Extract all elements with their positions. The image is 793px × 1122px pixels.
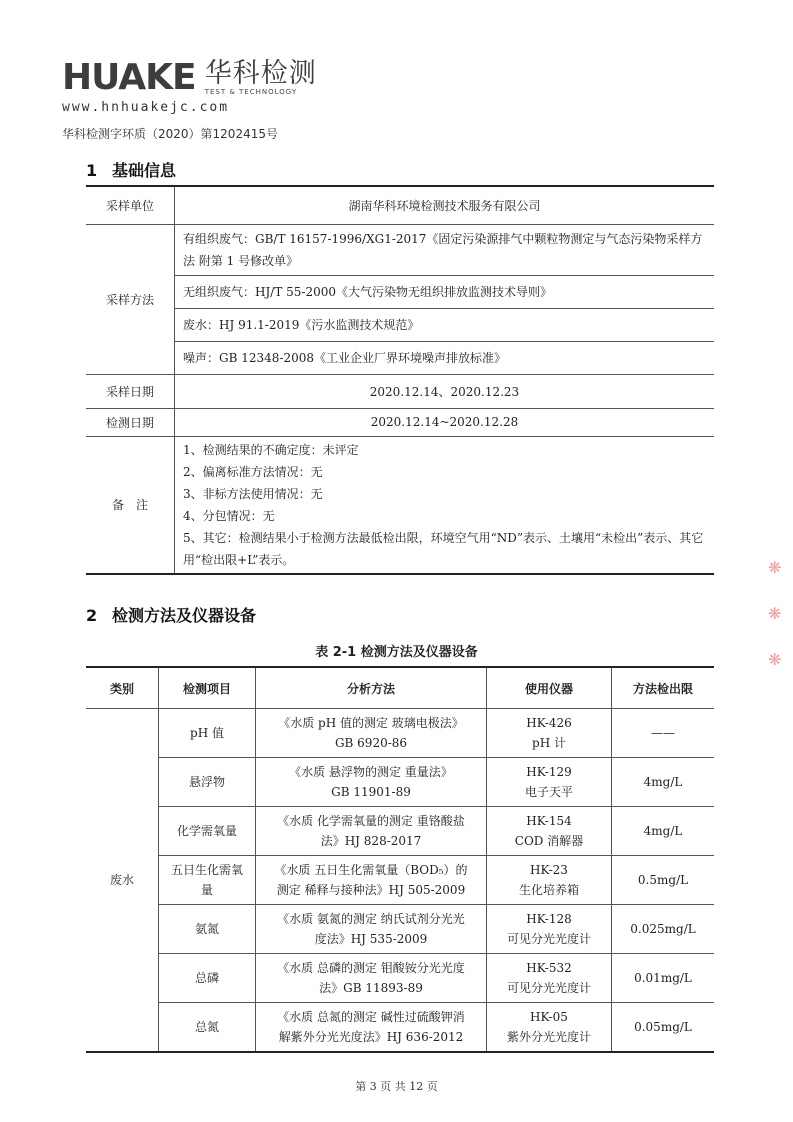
methods-table — [86, 666, 714, 1053]
table-row — [86, 709, 714, 758]
remark-line: 4、分包情况：无 — [183, 508, 275, 523]
method-line: GB 11901-89 — [331, 785, 411, 799]
instrument-id: HK-23 — [530, 863, 568, 877]
cell-label: 采样日期 — [86, 374, 175, 408]
method-line: 测定 稀释与接种法》HJ 505-2009 — [276, 883, 466, 897]
instrument-id: HK-129 — [526, 765, 572, 779]
table-row — [86, 954, 714, 1003]
lod-cell: 4mg/L — [612, 758, 715, 807]
method-cell — [256, 758, 487, 807]
seal-stamp-edge: ❋ ❋ ❋ — [768, 558, 782, 669]
logo-english: TEST & TECHNOLOGY — [204, 88, 298, 96]
method-line: 法》HJ 828-2017 — [320, 834, 422, 848]
section2-heading — [86, 603, 256, 626]
website: www.hnhuakejc.com — [62, 100, 230, 115]
col-header: 检测项目 — [159, 667, 256, 709]
item-cell: 悬浮物 — [159, 758, 256, 807]
method-line: 《水质 总氮的测定 碱性过硫酸钾消 — [277, 1010, 465, 1024]
logo-text — [205, 60, 317, 97]
lod-cell: 0.01mg/L — [612, 954, 715, 1003]
lod-cell: —— — [612, 709, 715, 758]
table-row — [86, 436, 714, 574]
cell-value: 有组织废气：GB/T 16157-1996/XG1-2017《固定污染源排气中颗粒物测定与气态污染物采样方法 附第 1 号修改单》 — [175, 224, 715, 275]
category-cell: 废水 — [86, 709, 159, 1053]
table-row — [86, 275, 714, 308]
table-row — [86, 341, 714, 374]
cell-label: 检测日期 — [86, 408, 175, 436]
instrument-name: 可见分光光度计 — [506, 981, 591, 995]
instrument-id: HK-05 — [530, 1010, 568, 1024]
instrument-cell — [487, 905, 612, 954]
instrument-cell — [487, 954, 612, 1003]
instrument-name: 电子天平 — [524, 785, 573, 799]
method-cell — [256, 1003, 487, 1053]
instrument-cell — [487, 758, 612, 807]
method-cell — [256, 856, 487, 905]
table-row — [86, 308, 714, 341]
lod-cell: 0.5mg/L — [612, 856, 715, 905]
remarks-cell — [175, 436, 715, 574]
cell-value: 废水：HJ 91.1-2019《污水监测技术规范》 — [175, 308, 715, 341]
remark-line: 2、偏离标准方法情况：无 — [183, 464, 323, 479]
table-caption: 表 2-1 检测方法及仪器设备 — [315, 645, 478, 660]
table-row — [86, 856, 714, 905]
lod-cell: 0.025mg/L — [612, 905, 715, 954]
section2-number: 2 — [86, 606, 98, 625]
instrument-id: HK-128 — [526, 912, 572, 926]
cell-value: 无组织废气：HJ/T 55-2000《大气污染物无组织排放监测技术导则》 — [175, 275, 715, 308]
method-line: 《水质 五日生化需氧量（BOD₅）的 — [274, 863, 468, 877]
method-line: GB 6920-86 — [334, 736, 408, 750]
instrument-name: 紫外分光光度计 — [506, 1030, 591, 1044]
col-header: 分析方法 — [256, 667, 487, 709]
item-cell: 化学需氧量 — [159, 807, 256, 856]
method-line: 《水质 pH 值的测定 玻璃电极法》 — [278, 716, 464, 730]
instrument-cell — [487, 1003, 612, 1053]
method-line: 法》GB 11893-89 — [319, 981, 423, 995]
instrument-id: HK-154 — [526, 814, 572, 828]
table-row — [86, 408, 714, 436]
logo-chinese: 华科检测 — [204, 58, 317, 89]
method-cell — [256, 709, 487, 758]
section2-title: 检测方法及仪器设备 — [112, 606, 257, 625]
remark-line: 5、其它：检测结果小于检测方法最低检出限，环境空气用“ND”表示、土壤用“未检出”表示、其它用“检出限+L”表示。 — [183, 530, 704, 567]
table-row — [86, 374, 714, 408]
table-row — [86, 758, 714, 807]
table-header-row — [86, 667, 714, 709]
remark-line: 3、非标方法使用情况：无 — [183, 486, 323, 501]
col-header: 类别 — [86, 667, 159, 709]
cell-value: 湖南华科环境检测技术服务有限公司 — [175, 186, 715, 224]
section1-heading — [86, 158, 176, 181]
section1-title: 基础信息 — [112, 161, 177, 180]
method-line: 《水质 氨氮的测定 纳氏试剂分光光 — [277, 912, 465, 926]
lod-cell: 4mg/L — [612, 807, 715, 856]
instrument-name: pH 计 — [532, 736, 566, 750]
basic-info-table — [86, 185, 714, 575]
item-cell: 氨氮 — [159, 905, 256, 954]
instrument-name: 可见分光光度计 — [506, 932, 591, 946]
method-line: 解紫外分光光度法》HJ 636-2012 — [278, 1030, 464, 1044]
method-cell — [256, 807, 487, 856]
method-line: 《水质 悬浮物的测定 重量法》 — [289, 765, 453, 779]
item-cell: 五日生化需氧量 — [159, 856, 256, 905]
method-line: 《水质 总磷的测定 钼酸铵分光光度 — [277, 961, 465, 975]
table-row — [86, 1003, 714, 1053]
item-cell: 总磷 — [159, 954, 256, 1003]
logo-mark: HUAKE — [62, 57, 196, 98]
item-cell: 总氮 — [159, 1003, 256, 1053]
cell-label: 采样方法 — [86, 224, 175, 374]
remark-line: 1、检测结果的不确定度：未评定 — [183, 442, 359, 457]
col-header: 方法检出限 — [612, 667, 715, 709]
instrument-id: HK-532 — [526, 961, 572, 975]
cell-value: 2020.12.14~2020.12.28 — [175, 408, 715, 436]
instrument-name: 生化培养箱 — [518, 883, 579, 897]
table-row — [86, 224, 714, 275]
lod-cell: 0.05mg/L — [612, 1003, 715, 1053]
page-number: 第 3 页 共 12 页 — [355, 1080, 438, 1093]
instrument-cell — [487, 856, 612, 905]
section1-number: 1 — [86, 161, 98, 180]
instrument-name: COD 消解器 — [514, 834, 584, 848]
method-cell — [256, 905, 487, 954]
table-row — [86, 905, 714, 954]
cell-label: 采样单位 — [86, 186, 175, 224]
cell-label: 备 注 — [86, 436, 175, 574]
instrument-cell — [487, 807, 612, 856]
company-logo — [62, 57, 317, 98]
method-line: 《水质 化学需氧量的测定 重铬酸盐 — [277, 814, 465, 828]
method-cell — [256, 954, 487, 1003]
table-row — [86, 807, 714, 856]
instrument-id: HK-426 — [526, 716, 572, 730]
item-cell: pH 值 — [159, 709, 256, 758]
table-row — [86, 186, 714, 224]
cell-value: 2020.12.14、2020.12.23 — [175, 374, 715, 408]
col-header: 使用仪器 — [487, 667, 612, 709]
instrument-cell — [487, 709, 612, 758]
method-line: 度法》HJ 535-2009 — [314, 932, 428, 946]
cell-value: 噪声：GB 12348-2008《工业企业厂界环境噪声排放标准》 — [175, 341, 715, 374]
report-number: 华科检测字环质（2020）第1202415号 — [62, 127, 278, 141]
